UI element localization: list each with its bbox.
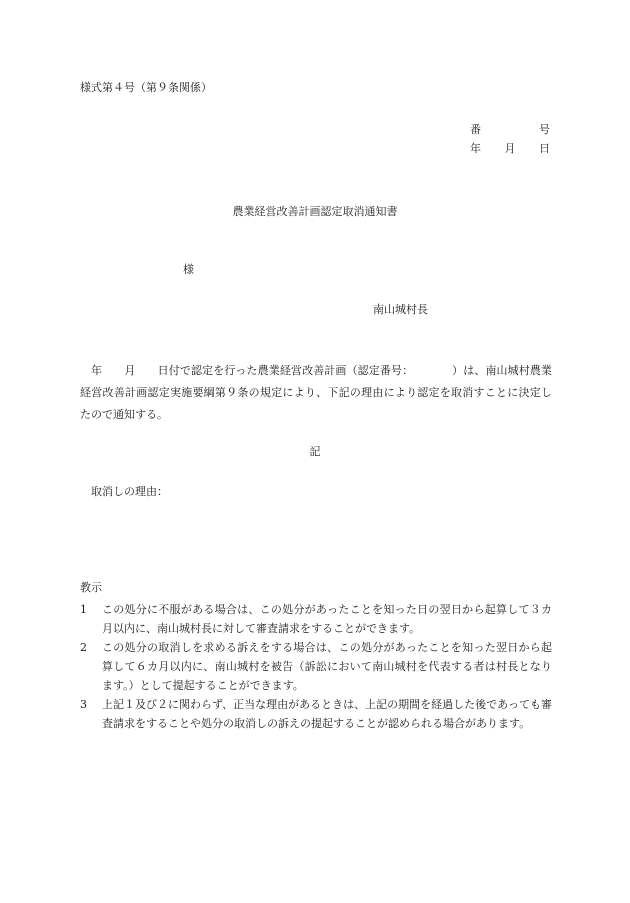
date-row [470, 141, 550, 157]
body-paragraph: 年 月 日付で認定を行った農業経営改善計画（認定番号： ）は、南山城村農業経営改善計画認定実施要綱第９条の規定により、下記の理由により認定を取消すことに決定したので通知する。 [80, 364, 552, 421]
ki-heading: 記 [309, 445, 321, 458]
document-number-row [470, 122, 550, 138]
notice-item [80, 695, 552, 733]
date-month: 月 [504, 142, 516, 155]
form-number: 様式第４号（第９条関係） [80, 81, 212, 94]
reason-label: 取消しの理由： [91, 485, 168, 498]
document-title: 農業経営改善計画認定取消通知書 [232, 205, 398, 218]
notice-list [80, 600, 552, 733]
notice-item-text: この処分に不服がある場合は、この処分があったことを知った日の翌日から起算して３カ月以内に、南山城村長に対して審査請求をすることができます。 [102, 603, 552, 635]
notice-item-text: 上記１及び２に関わらず、正当な理由があるときは、上記の期間を経過した後であっても審査請求をすることや処分の取消しの訴えの提起することが認められる場合があります。 [102, 698, 553, 730]
notice-item-number: 1 [80, 603, 87, 616]
notice-item [80, 638, 552, 695]
number-label: 番 [470, 123, 481, 136]
notice-item-number: 2 [80, 641, 87, 654]
date-day: 日 [539, 142, 550, 155]
notice-item-number: 3 [80, 698, 87, 711]
addressee-suffix: 様 [183, 263, 194, 276]
issuer-name: 南山城村長 [373, 303, 428, 316]
notice-title: 教示 [80, 581, 102, 594]
number-suffix: 号 [539, 123, 550, 136]
notice-item-text: この処分の取消しを求める訴えをする場合は、この処分があったことを知った翌日から起算して６カ月以内に、南山城村を被告（訴訟において南山城村を代表する者は村長となります。）として提起することができます。 [102, 641, 552, 692]
date-year: 年 [470, 142, 481, 155]
notice-item [80, 600, 552, 638]
